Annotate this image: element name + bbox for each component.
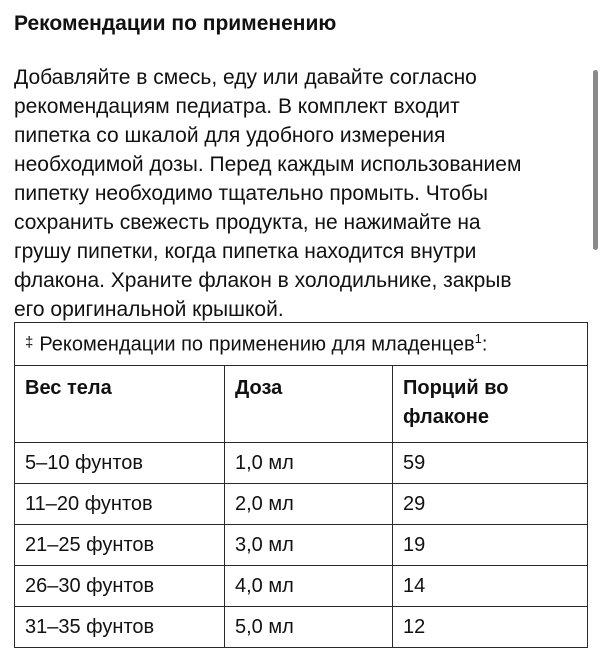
table-caption-suffix: : [481,333,488,356]
table-row [15,607,588,648]
description-line: сохранить свежесть продукта, не нажимайте на [14,211,481,234]
dose-cell: 1,0 мл [225,443,393,484]
servings-cell: 12 [393,607,588,648]
table-row [15,525,588,566]
servings-cell: 14 [393,566,588,607]
table-row [15,484,588,525]
dose-cell: 4,0 мл [225,566,393,607]
description-line: пипетку необходимо тщательно промыть. Чтобы [14,182,488,205]
column-header-servings: Порций во флаконе [393,366,588,443]
column-header-dose: Доза [225,366,393,443]
column-header-weight: Вес тела [15,366,225,443]
servings-cell: 59 [393,443,588,484]
servings-cell: 19 [393,525,588,566]
dose-cell: 3,0 мл [225,525,393,566]
footnote-marker: 1 [474,331,482,347]
servings-cell: 29 [393,484,588,525]
description-line: флакона. Храните флакон в холодильнике, закрыв [14,269,512,292]
weight-cell: 5–10 фунтов [15,443,225,484]
weight-cell: 26–30 фунтов [15,566,225,607]
dosage-table-container [14,322,587,648]
description-line: пипетка со шкалой для удобного измерения [14,124,446,147]
dosage-table [14,322,588,648]
description-line: Добавляйте в смесь, еду или давайте согласно [14,66,477,89]
table-caption [15,323,588,366]
double-dagger-marker: ‡ [25,333,34,351]
table-caption-text: Рекомендации по применению для младенцев [39,333,475,356]
description-line: необходимой дозы. Перед каждым использованием [14,153,522,176]
table-caption-row [15,323,588,366]
weight-cell: 11–20 фунтов [15,484,225,525]
description-line: рекомендациям педиатра. В комплект входит [14,95,460,118]
table-header-row [15,366,588,443]
weight-cell: 31–35 фунтов [15,607,225,648]
section-title: Рекомендации по применению [14,12,337,35]
table-row [15,443,588,484]
description-line: грушу пипетки, когда пипетка находится внутри [14,240,477,263]
table-row [15,566,588,607]
dose-cell: 2,0 мл [225,484,393,525]
dose-cell: 5,0 мл [225,607,393,648]
weight-cell: 21–25 фунтов [15,525,225,566]
description-line: его оригинальной крышкой. [14,298,284,321]
vertical-scrollbar[interactable] [593,70,598,250]
usage-description [14,63,586,324]
